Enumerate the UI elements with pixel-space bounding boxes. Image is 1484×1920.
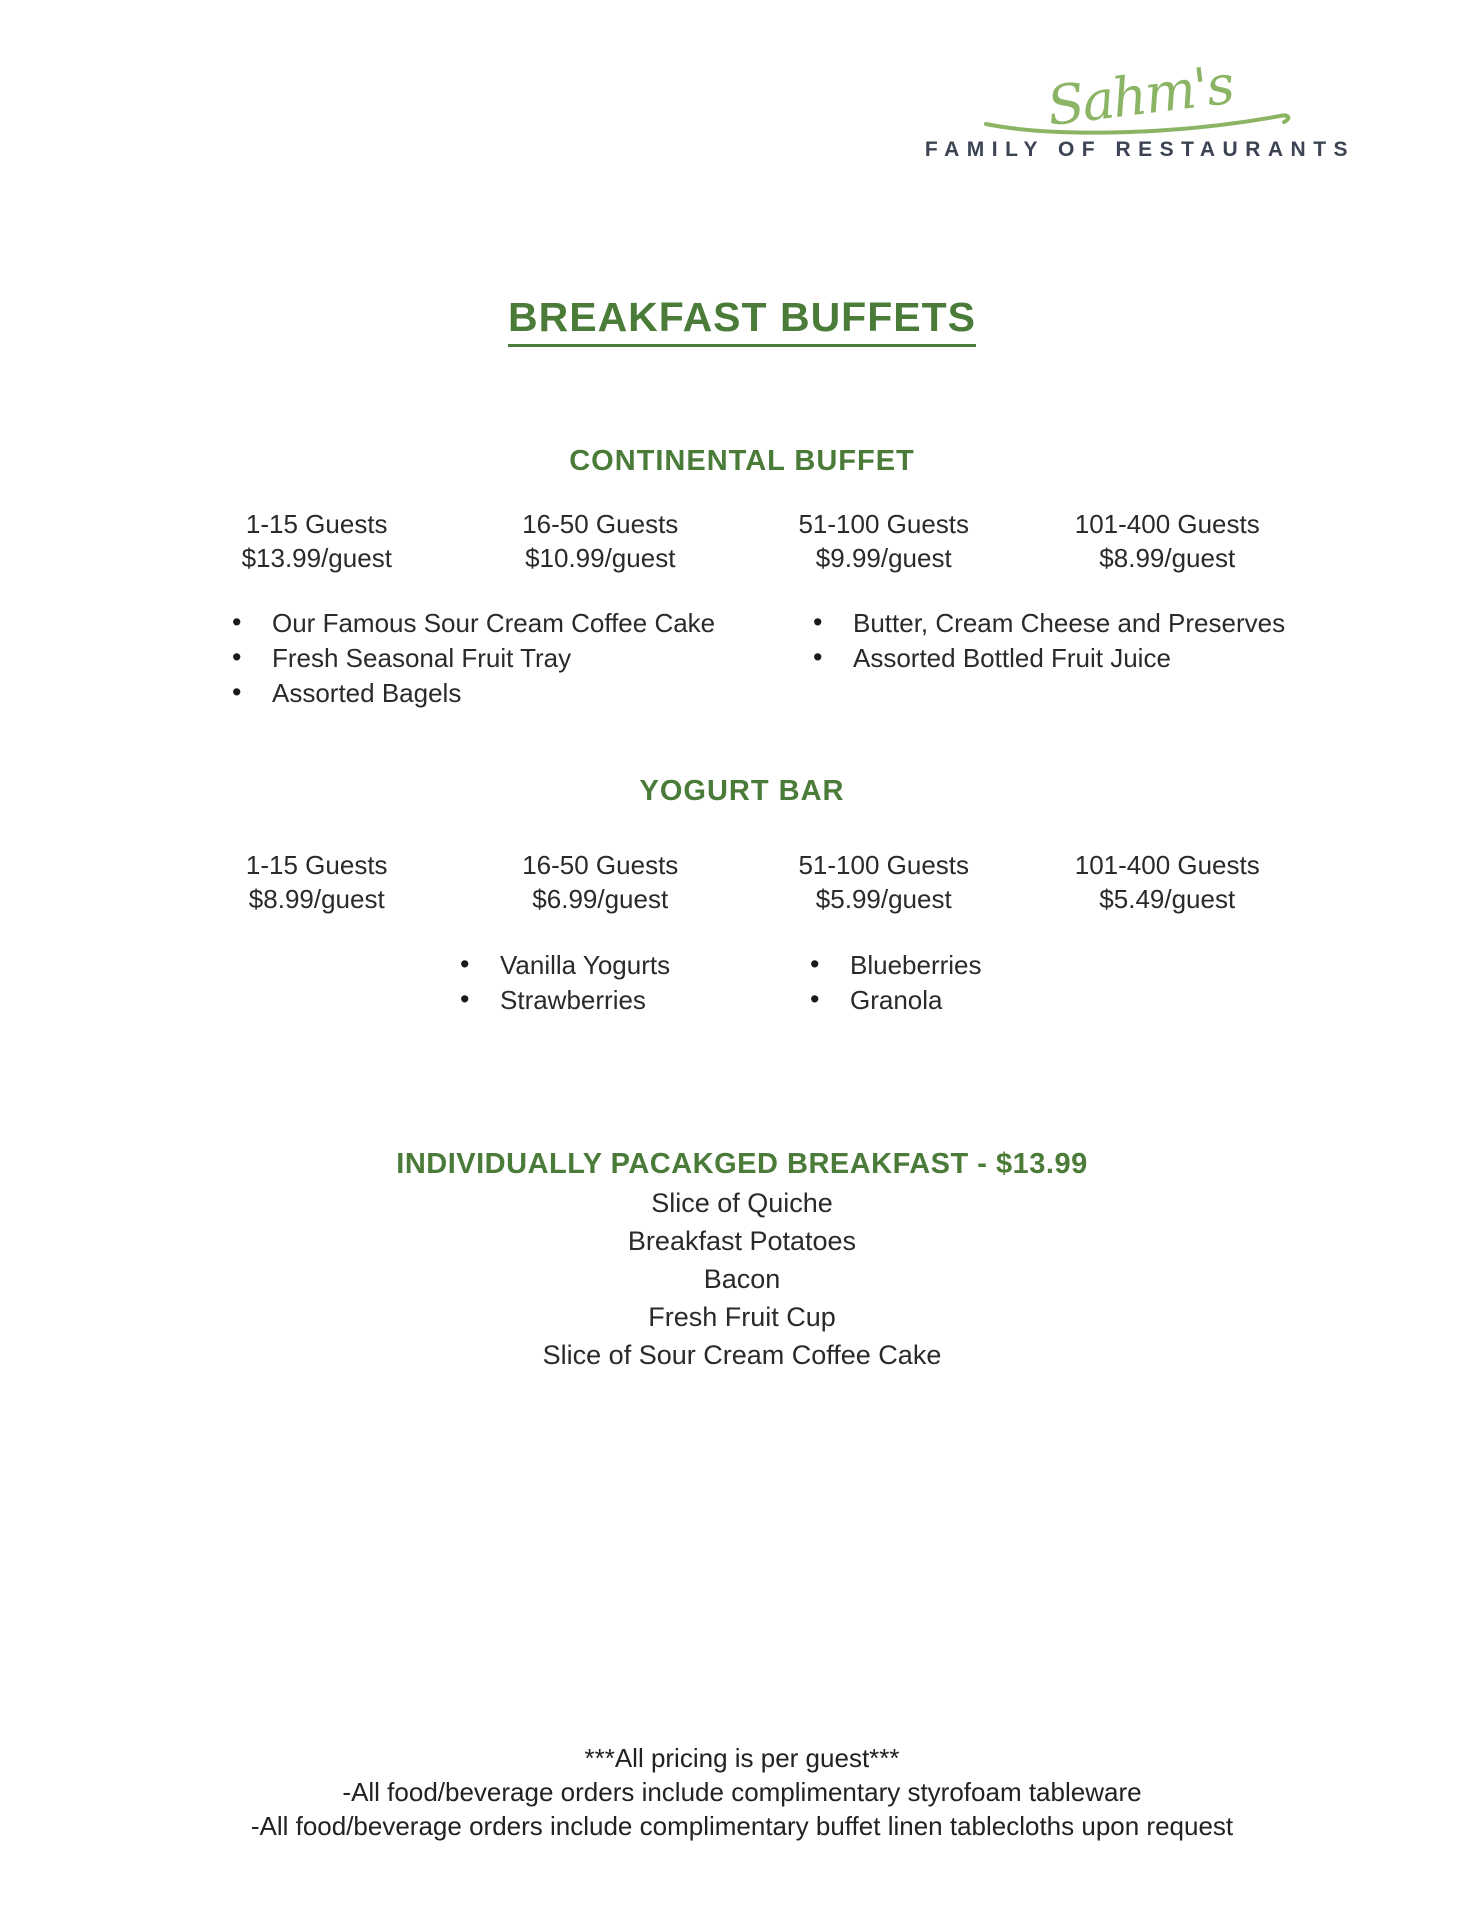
tier-guests: 101-400 Guests — [1074, 509, 1260, 539]
pricing-tier — [742, 507, 1026, 575]
continental-items-right — [853, 606, 1285, 676]
menu-item: • Assorted Bottled Fruit Juice — [853, 641, 1285, 676]
section-heading-continental: CONTINENTAL BUFFET — [569, 445, 915, 477]
tier-price: $6.99/guest — [532, 884, 669, 914]
tier-guests: 1-15 Guests — [245, 509, 388, 539]
menu-item: Fresh Fruit Cup — [648, 1302, 836, 1332]
continental-pricing-row — [175, 507, 1309, 575]
tier-guests: 16-50 Guests — [522, 850, 679, 880]
pricing-tier — [1026, 848, 1310, 916]
menu-item: • Vanilla Yogurts — [500, 948, 670, 983]
menu-item: Slice of Sour Cream Coffee Cake — [542, 1340, 942, 1370]
menu-item: • Blueberries — [850, 948, 982, 983]
packaged-breakfast-items — [0, 1184, 1484, 1374]
menu-item: • Strawberries — [500, 983, 670, 1018]
section-heading-yogurt-bar: YOGURT BAR — [639, 775, 845, 807]
tier-guests: 51-100 Guests — [798, 850, 970, 880]
tier-guests: 101-400 Guests — [1074, 850, 1260, 880]
logo-script-text: Sahm's — [1043, 52, 1236, 139]
tier-price: $5.99/guest — [815, 884, 952, 914]
yogurt-items-right — [850, 948, 982, 1018]
menu-item: Slice of Quiche — [651, 1188, 833, 1218]
tier-price: $8.99/guest — [1099, 543, 1236, 573]
tier-price: $8.99/guest — [248, 884, 385, 914]
title-row — [0, 294, 1484, 347]
yogurt-pricing-row — [175, 848, 1309, 916]
menu-item: • Butter, Cream Cheese and Preserves — [853, 606, 1285, 641]
menu-item: • Our Famous Sour Cream Coffee Cake — [272, 606, 715, 641]
pricing-tier — [175, 848, 459, 916]
menu-item: • Granola — [850, 983, 982, 1018]
tier-price: $5.49/guest — [1099, 884, 1236, 914]
footer-note: -All food/beverage orders include complimentary buffet linen tablecloths upon request — [250, 1811, 1234, 1841]
pricing-tier — [175, 507, 459, 575]
logo-subtitle: FAMILY OF RESTAURANTS — [924, 138, 1356, 161]
pricing-tier — [1026, 507, 1310, 575]
menu-item: Bacon — [703, 1264, 781, 1294]
restaurant-logo — [910, 52, 1370, 162]
tier-price: $9.99/guest — [815, 543, 952, 573]
footer-note: -All food/beverage orders include complimentary styrofoam tableware — [342, 1777, 1142, 1807]
footer-note: ***All pricing is per guest*** — [584, 1743, 900, 1773]
pricing-tier — [742, 848, 1026, 916]
menu-item: Breakfast Potatoes — [627, 1226, 857, 1256]
tier-price: $10.99/guest — [525, 543, 676, 573]
tier-guests: 16-50 Guests — [522, 509, 679, 539]
footer-notes — [0, 1741, 1484, 1843]
tier-price: $13.99/guest — [241, 543, 392, 573]
menu-item: • Assorted Bagels — [272, 676, 715, 711]
packaged-breakfast-heading: INDIVIDUALLY PACAKGED BREAKFAST - $13.99 — [396, 1148, 1088, 1180]
pricing-tier — [459, 848, 743, 916]
continental-items-left — [272, 606, 715, 711]
yogurt-items-left — [500, 948, 670, 1018]
tier-guests: 51-100 Guests — [798, 509, 970, 539]
tier-guests: 1-15 Guests — [245, 850, 388, 880]
pricing-tier — [459, 507, 743, 575]
menu-item: • Fresh Seasonal Fruit Tray — [272, 641, 715, 676]
page-title: BREAKFAST BUFFETS — [508, 294, 976, 347]
